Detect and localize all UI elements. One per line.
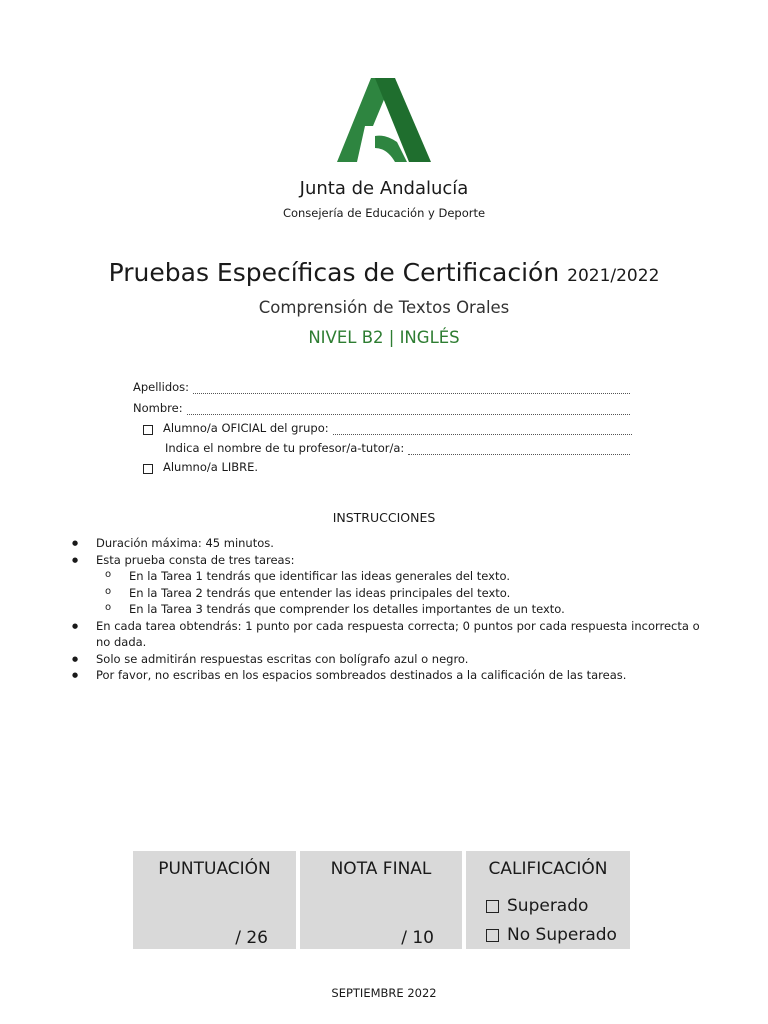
oficial-label: Alumno/a OFICIAL del grupo: (163, 421, 329, 435)
libre-label: Alumno/a LIBRE. (163, 460, 259, 474)
title-year: 2021/2022 (567, 266, 660, 286)
calificacion-label: CALIFICACIÓN (488, 859, 608, 879)
list-item: ● Esta prueba consta de tres tareas: (72, 552, 702, 569)
libre-field[interactable] (143, 460, 258, 474)
no-superado-option[interactable] (486, 925, 617, 945)
puntuacion-label: PUNTUACIÓN (158, 859, 271, 879)
profesor-field[interactable] (165, 441, 630, 455)
list-item: ● En cada tarea obtendrás: 1 punto por cada respuesta correcta; 0 puntos por cada respuesta incorrecta o no dada. (72, 618, 702, 651)
instructions-title: INSTRUCCIONES (332, 510, 436, 525)
checkbox-icon[interactable] (143, 425, 153, 435)
superado-option[interactable] (486, 896, 588, 916)
instructions-list (72, 535, 702, 684)
list-item: ● Solo se admitirán respuestas escritas con bolígrafo azul o negro. (72, 651, 702, 668)
page-title (0, 258, 768, 287)
page-subtitle: Comprensión de Textos Orales (258, 298, 510, 317)
nota-final-box (300, 851, 462, 949)
checkbox-icon[interactable] (486, 929, 499, 942)
dotted-line (408, 444, 630, 455)
junta-andalucia-logo (335, 76, 435, 164)
nota-max: / 10 (401, 928, 434, 948)
nombre-field[interactable] (133, 401, 630, 415)
org-name: Junta de Andalucía (299, 178, 469, 199)
title-main: Pruebas Específicas de Certificación (108, 258, 560, 287)
puntuacion-box (133, 851, 296, 949)
sub-list-item: o En la Tarea 3 tendrás que comprender los detalles importantes de un texto. (72, 601, 702, 618)
footer-date: SEPTIEMBRE 2022 (331, 986, 437, 1000)
calificacion-box (466, 851, 630, 949)
puntuacion-max: / 26 (235, 928, 268, 948)
org-subtitle: Consejería de Educación y Deporte (282, 206, 486, 220)
dotted-line (187, 404, 630, 415)
dotted-line (193, 383, 630, 394)
checkbox-icon[interactable] (486, 900, 499, 913)
nombre-label: Nombre: (133, 401, 183, 415)
no-superado-label: No Superado (507, 925, 617, 945)
sub-list-item: o En la Tarea 2 tendrás que entender las ideas principales del texto. (72, 585, 702, 602)
checkbox-icon[interactable] (143, 464, 153, 474)
superado-label: Superado (507, 896, 589, 916)
nota-final-label: NOTA FINAL (330, 859, 432, 879)
oficial-field[interactable] (143, 421, 632, 435)
list-item: ● Duración máxima: 45 minutos. (72, 535, 702, 552)
dotted-line (333, 424, 632, 435)
sub-list-item: o En la Tarea 1 tendrás que identificar las ideas generales del texto. (72, 568, 702, 585)
apellidos-label: Apellidos: (133, 380, 190, 394)
profesor-label: Indica el nombre de tu profesor/a-tutor/a: (165, 441, 405, 455)
apellidos-field[interactable] (133, 380, 630, 394)
level-label: NIVEL B2 | INGLÉS (308, 328, 460, 347)
list-item: ● Por favor, no escribas en los espacios sombreados destinados a la calificación de las tareas. (72, 667, 702, 684)
